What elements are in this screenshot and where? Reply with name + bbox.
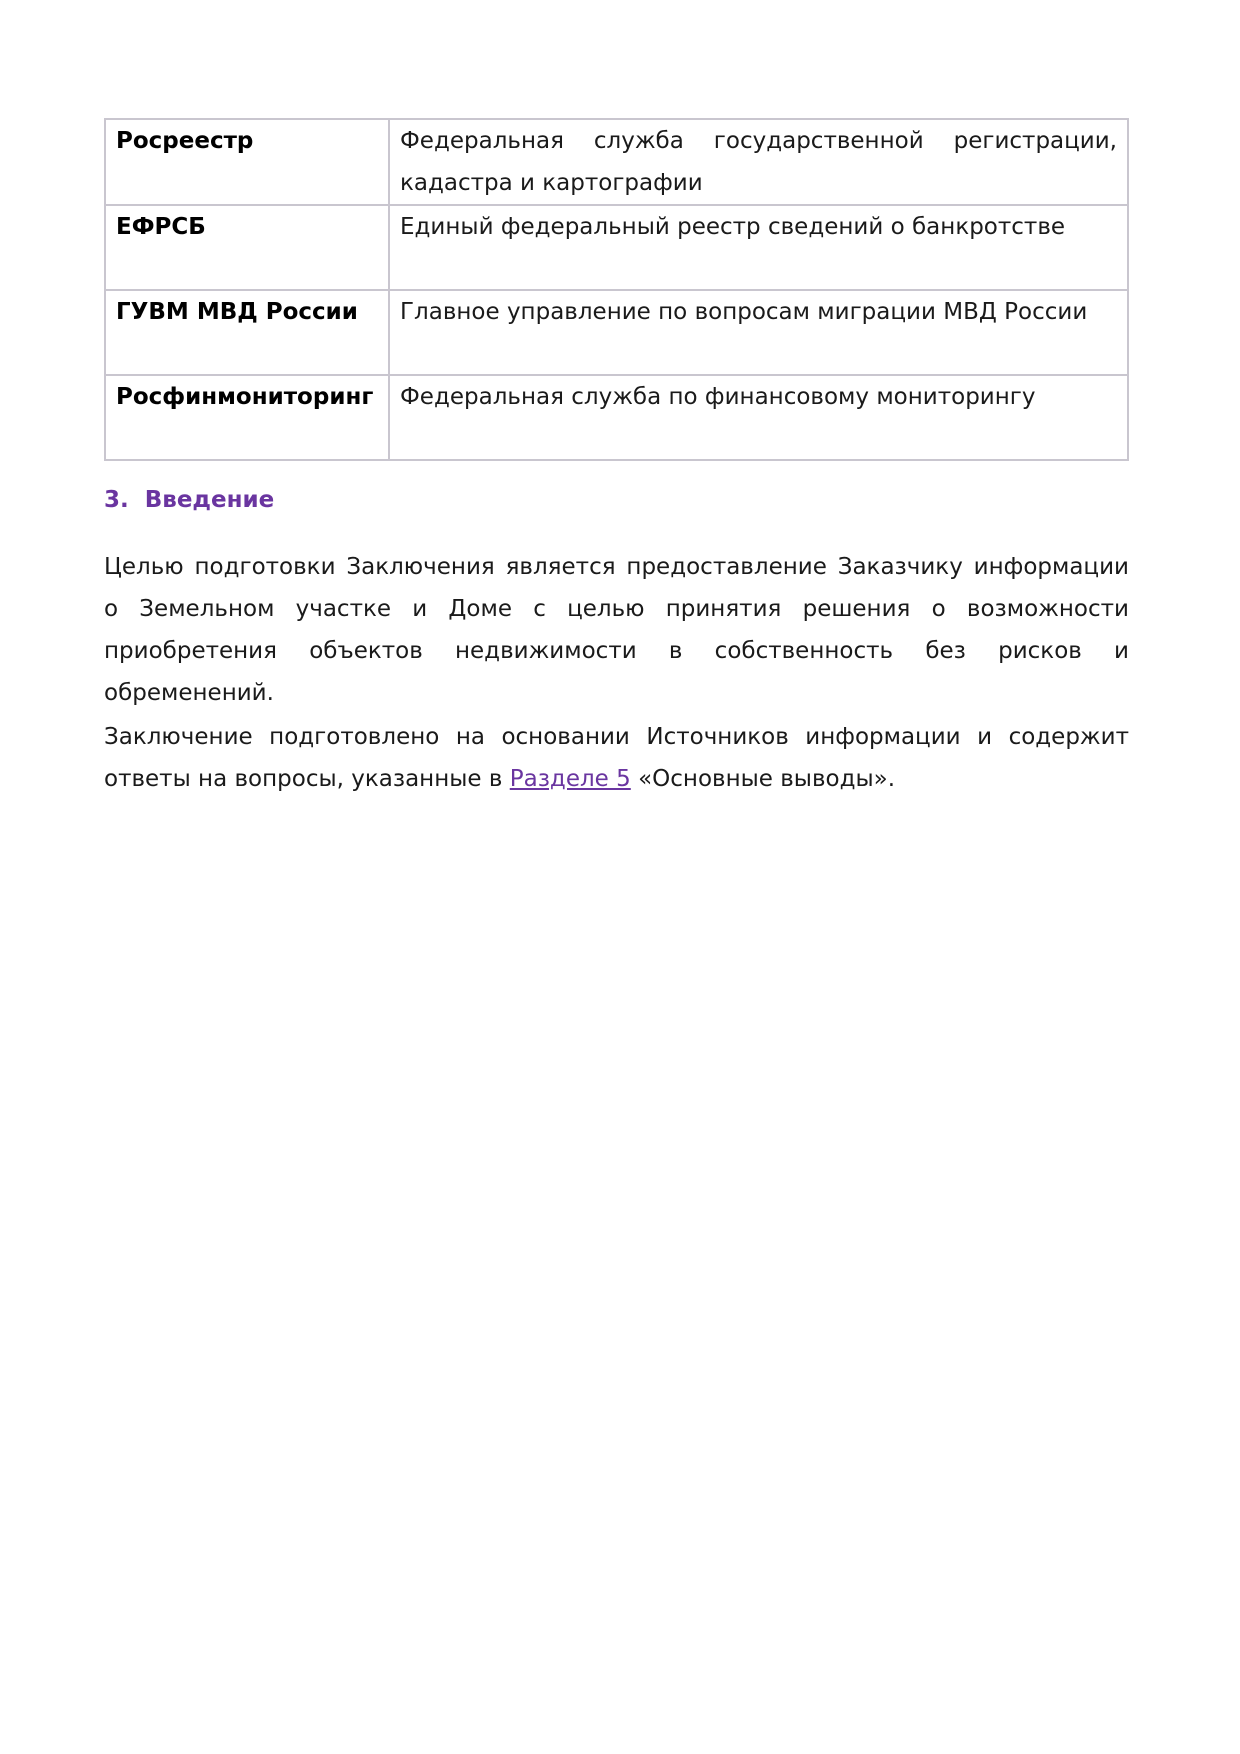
abbreviation-definition: Главное управление по вопросам миграции МВД России xyxy=(389,290,1128,375)
table-row xyxy=(105,290,1128,375)
abbreviation-term: Росфинмониторинг xyxy=(105,375,389,460)
intro-paragraph: Целью подготовки Заключения является предоставление Заказчику информации о Земельном участке и Доме с целью принятия решения о возможности приобретения объектов недвижимости в собственность без рисков и обременений. xyxy=(104,554,1129,706)
table-row xyxy=(105,205,1128,290)
abbreviation-definition: Единый федеральный реестр сведений о банкротстве xyxy=(389,205,1128,290)
paragraph-text: Заключение подготовлено на основании Источников информации и содержит ответы на вопросы, указанные в xyxy=(104,724,1129,792)
table-row xyxy=(105,119,1128,205)
abbreviations-table xyxy=(104,118,1129,461)
abbreviation-definition: Федеральная служба государственной регистрации, кадастра и картографии xyxy=(389,119,1128,205)
abbreviation-term: ГУВМ МВД России xyxy=(105,290,389,375)
sources-paragraph xyxy=(104,716,1129,800)
section-5-link[interactable]: Разделе 5 xyxy=(509,766,631,792)
section-number: 3. xyxy=(104,487,129,513)
section-heading xyxy=(104,482,274,518)
table-row xyxy=(105,375,1128,460)
abbreviation-term: ЕФРСБ xyxy=(105,205,389,290)
abbreviation-definition: Федеральная служба по финансовому мониторингу xyxy=(389,375,1128,460)
section-title: Введение xyxy=(144,487,275,513)
paragraph-text: «Основные выводы». xyxy=(630,766,896,792)
abbreviation-term: Росреестр xyxy=(105,119,389,205)
